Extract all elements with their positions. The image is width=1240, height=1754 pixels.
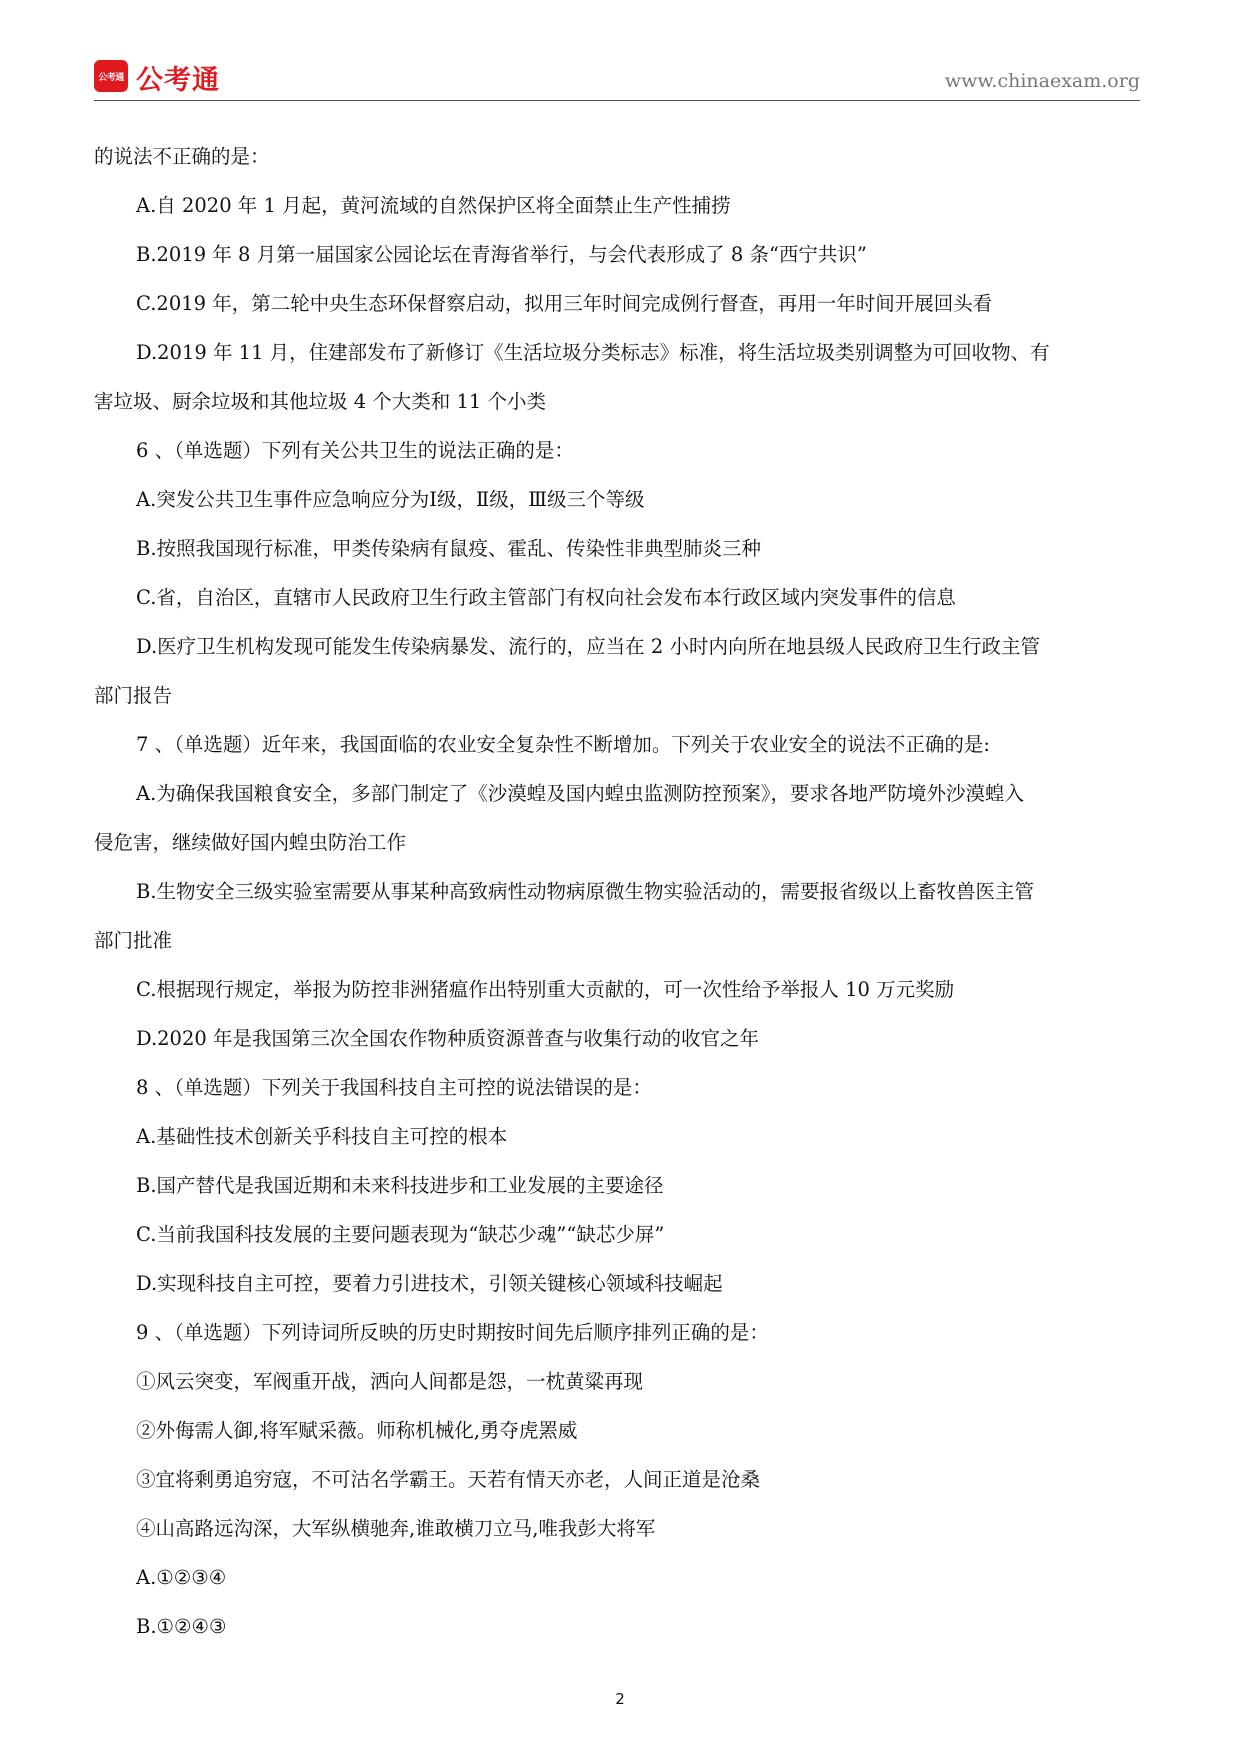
poem-item: ④山高路远沟深，大军纵横驰奔,谁敢横刀立马,唯我彭大将军: [136, 1517, 656, 1540]
option-c: C.根据现行规定，举报为防控非洲猪瘟作出特别重大贡献的，可一次性给予举报人 10 万元奖励: [136, 978, 955, 1001]
question-6: 6 、（单选题）下列有关公共卫生的说法正确的是：: [136, 439, 574, 462]
option-b: B.国产替代是我国近期和未来科技进步和工业发展的主要途径: [136, 1174, 664, 1197]
poem-item: ①风云突变，军阀重开战，洒向人间都是怨，一枕黄粱再现: [136, 1370, 644, 1393]
option-d: D.2019 年 11 月，住建部发布了新修订《生活垃圾分类标志》标准，将生活垃圾类别调整为可回收物、有: [136, 341, 1050, 364]
question-8: 8 、（单选题）下列关于我国科技自主可控的说法错误的是：: [136, 1076, 652, 1099]
option-d: D.实现科技自主可控，要着力引进技术，引领关键核心领域科技崛起: [136, 1272, 723, 1295]
document-body: [94, 132, 1146, 1651]
brand-logo-text: 公考通: [136, 65, 220, 96]
poem-item: ③宜将剩勇追穷寇，不可沽名学霸王。天若有情天亦老，人间正道是沧桑: [136, 1468, 761, 1491]
option-a: A.突发公共卫生事件应急响应分为Ⅰ级，Ⅱ级，Ⅲ级三个等级: [136, 488, 645, 511]
question-9: 9 、（单选题）下列诗词所反映的历史时期按时间先后顺序排列正确的是：: [136, 1321, 769, 1344]
option-d: D.2020 年是我国第三次全国农作物种质资源普查与收集行动的收官之年: [136, 1027, 759, 1050]
option-b: B.2019 年 8 月第一届国家公园论坛在青海省举行，与会代表形成了 8 条“西宁共识”: [136, 243, 867, 266]
option-a: A.①②③④: [136, 1566, 227, 1589]
option-c: C.当前我国科技发展的主要问题表现为“缺芯少魂”“缺芯少屏”: [136, 1223, 665, 1246]
text-line-continuation: 害垃圾、厨余垃圾和其他垃圾 4 个大类和 11 个小类: [94, 390, 547, 413]
option-b: B.①②④③: [136, 1615, 227, 1638]
option-a: A.为确保我国粮食安全，多部门制定了《沙漠蝗及国内蝗虫监测防控预案》，要求各地严防境外沙漠蝗入: [136, 782, 1025, 805]
header-divider: [94, 100, 1140, 101]
option-a: A.自 2020 年 1 月起，黄河流域的自然保护区将全面禁止生产性捕捞: [136, 194, 731, 217]
logo-badge-icon: 公考通: [94, 60, 128, 92]
poem-item: ②外侮需人御,将军赋采薇。师称机械化,勇夺虎罴威: [136, 1419, 578, 1442]
site-url: www.chinaexam.org: [944, 70, 1140, 92]
option-c: C.省，自治区，直辖市人民政府卫生行政主管部门有权向社会发布本行政区域内突发事件的信息: [136, 586, 956, 609]
page-header: [94, 56, 1140, 100]
option-a: A.基础性技术创新关乎科技自主可控的根本: [136, 1125, 508, 1148]
option-d: D.医疗卫生机构发现可能发生传染病暴发、流行的，应当在 2 小时内向所在地县级人民政府卫生行政主管: [136, 635, 1040, 658]
text-line-continuation: 部门批准: [94, 929, 173, 952]
page-number: 2: [615, 1690, 625, 1708]
question-7: 7 、（单选题）近年来，我国面临的农业安全复杂性不断增加。下列关于农业安全的说法不正确的是:: [136, 733, 990, 756]
text-line-continuation: 部门报告: [94, 684, 173, 707]
option-c: C.2019 年，第二轮中央生态环保督察启动，拟用三年时间完成例行督查，再用一年时间开展回头看: [136, 292, 993, 315]
option-b: B.生物安全三级实验室需要从事某种高致病性动物病原微生物实验活动的，需要报省级以上畜牧兽医主管: [136, 880, 1035, 903]
text-line-continuation: 侵危害，继续做好国内蝗虫防治工作: [94, 831, 407, 854]
text-line: 的说法不正确的是：: [94, 145, 270, 168]
option-b: B.按照我国现行标准，甲类传染病有鼠疫、霍乱、传染性非典型肺炎三种: [136, 537, 762, 560]
